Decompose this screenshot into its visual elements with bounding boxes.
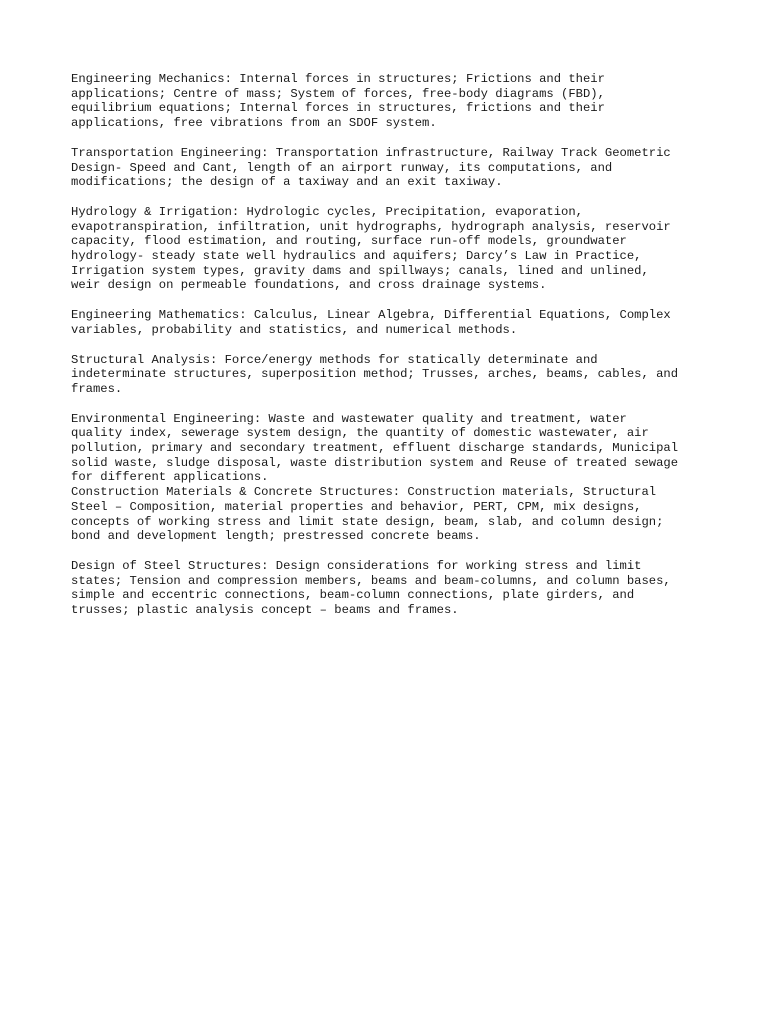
document-body xyxy=(71,72,711,633)
paragraph-steel-structures: Design of Steel Structures: Design considerations for working stress and limit states; Tension and compression members, beams and beam-columns, and column bases, simple and eccentric connections, beam-column connections, plate girders, and trusses; plastic analysis concept – beams and frames. xyxy=(71,558,671,618)
paragraph-transportation-engineering: Transportation Engineering: Transportation infrastructure, Railway Track Geometric Design- Speed and Cant, length of an airport runway, its computations, and modifications; the design of a taxiway and an exit taxiway. xyxy=(71,145,671,190)
paragraph-construction-materials: Construction Materials & Concrete Structures: Construction materials, Structural Steel – Composition, material properties and behavior, PERT, CPM, mix designs, concepts of working stress and limit state design, beam, slab, and column design; bond and development length; prestressed concrete beams. xyxy=(71,485,664,544)
paragraph-hydrology-irrigation: Hydrology & Irrigation: Hydrologic cycles, Precipitation, evaporation, evapotranspiration, infiltration, unit hydrographs, hydrograph analysis, reservoir capacity, flood estimation, and routing, surface run-off models, groundwater hydrology- steady state well hydraulics and aquifers; Darcy’s Law in Practice, Irrigation system types, gravity dams and spillways; canals, lined and unlined, weir design on permeable foundations, and cross drainage systems. xyxy=(71,204,671,293)
paragraph-engineering-mechanics: Engineering Mechanics: Internal forces in structures; Frictions and their applications; Centre of mass; System of forces, free-body diagrams (FBD), equilibrium equations; Internal forces in structures, frictions and their applications, free vibrations from an SDOF system. xyxy=(71,72,605,131)
paragraph-engineering-mathematics: Engineering Mathematics: Calculus, Linear Algebra, Differential Equations, Complex variables, probability and statistics, and numerical methods. xyxy=(71,308,671,337)
paragraph-environmental-engineering: Environmental Engineering: Waste and wastewater quality and treatment, water quality index, sewerage system design, the quantity of domestic wastewater, air pollution, primary and secondary treatment, effluent discharge standards, Municipal solid waste, sludge disposal, waste distribution system and Reuse of treated sewage for different applications. xyxy=(71,411,679,485)
paragraph-structural-analysis: Structural Analysis: Force/energy methods for statically determinate and indeterminate structures, superposition method; Trusses, arches, beams, cables, and frames. xyxy=(71,352,679,396)
